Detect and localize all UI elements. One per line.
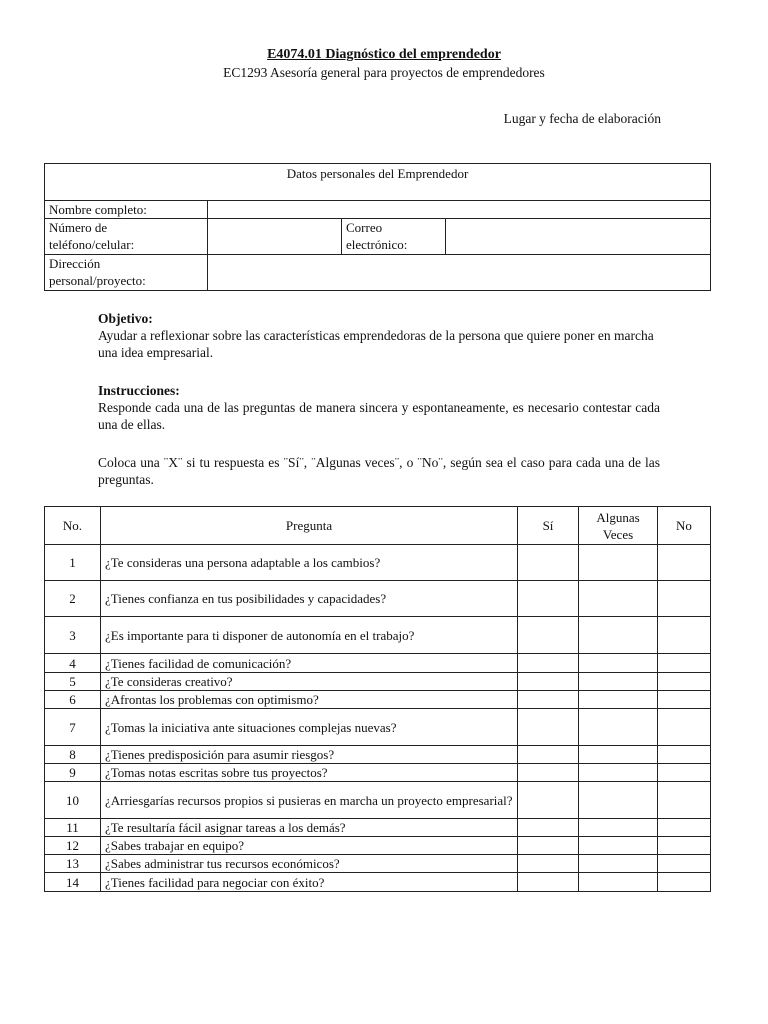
question-text: ¿Te consideras una persona adaptable a los cambios?	[101, 545, 518, 581]
address-label: Dirección personal/proyecto:	[45, 255, 208, 291]
questions-table	[44, 506, 711, 892]
question-number: 7	[45, 709, 101, 746]
question-text: ¿Tomas la iniciativa ante situaciones complejas nuevas?	[101, 709, 518, 746]
question-number: 11	[45, 819, 101, 837]
question-text: ¿Tienes facilidad para negociar con éxito?	[101, 873, 518, 892]
personal-data-table	[44, 163, 711, 291]
question-row	[45, 873, 711, 892]
objective-text: Ayudar a reflexionar sobre las características emprendedoras de la persona que quiere poner en marcha una idea empresarial.	[98, 328, 654, 360]
question-number: 1	[45, 545, 101, 581]
phone-field[interactable]	[208, 219, 342, 255]
answer-sometimes-cell[interactable]	[579, 581, 658, 617]
question-row	[45, 782, 711, 819]
answer-sometimes-cell[interactable]	[579, 617, 658, 654]
question-row	[45, 673, 711, 691]
column-header-sometimes: Algunas Veces	[579, 507, 658, 545]
answer-sometimes-cell[interactable]	[579, 545, 658, 581]
phone-label: Número de teléfono/celular:	[45, 219, 208, 255]
answer-sometimes-cell[interactable]	[579, 837, 658, 855]
question-text: ¿Tienes predisposición para asumir riesgos?	[101, 746, 518, 764]
address-field[interactable]	[208, 255, 711, 291]
instructions-text: Responde cada una de las preguntas de manera sincera y espontaneamente, es necesario contestar cada una de ellas.	[98, 400, 660, 432]
answer-no-cell[interactable]	[658, 837, 711, 855]
answer-no-cell[interactable]	[658, 673, 711, 691]
question-text: ¿Tienes facilidad de comunicación?	[101, 654, 518, 673]
answer-no-cell[interactable]	[658, 691, 711, 709]
answer-no-cell[interactable]	[658, 819, 711, 837]
answer-sometimes-cell[interactable]	[579, 673, 658, 691]
answer-sometimes-cell[interactable]	[579, 873, 658, 892]
column-header-no: No	[658, 507, 711, 545]
answer-sometimes-cell[interactable]	[579, 691, 658, 709]
question-number: 12	[45, 837, 101, 855]
instructions-mark-text: Coloca una ¨X¨ si tu respuesta es ¨Sí¨, ¨Algunas veces¨, o ¨No¨, según sea el caso para cada una de las preguntas.	[98, 455, 660, 487]
question-number: 10	[45, 782, 101, 819]
answer-sometimes-cell[interactable]	[579, 782, 658, 819]
objective-heading: Objetivo:	[98, 311, 153, 326]
question-text: ¿Te resultaría fácil asignar tareas a los demás?	[101, 819, 518, 837]
email-field[interactable]	[446, 219, 711, 255]
question-row	[45, 837, 711, 855]
answer-yes-cell[interactable]	[518, 746, 579, 764]
answer-yes-cell[interactable]	[518, 873, 579, 892]
question-row	[45, 654, 711, 673]
question-number: 13	[45, 855, 101, 873]
answer-no-cell[interactable]	[658, 764, 711, 782]
question-text: ¿Tienes confianza en tus posibilidades y capacidades?	[101, 581, 518, 617]
name-label: Nombre completo:	[45, 201, 208, 219]
answer-yes-cell[interactable]	[518, 782, 579, 819]
answer-sometimes-cell[interactable]	[579, 855, 658, 873]
column-header-question: Pregunta	[101, 507, 518, 545]
question-row	[45, 617, 711, 654]
question-number: 9	[45, 764, 101, 782]
name-field[interactable]	[208, 201, 711, 219]
answer-yes-cell[interactable]	[518, 545, 579, 581]
instructions-heading: Instrucciones:	[98, 383, 180, 398]
answer-yes-cell[interactable]	[518, 581, 579, 617]
question-number: 14	[45, 873, 101, 892]
question-number: 8	[45, 746, 101, 764]
answer-no-cell[interactable]	[658, 855, 711, 873]
instructions-section	[98, 382, 660, 433]
answer-sometimes-cell[interactable]	[579, 746, 658, 764]
personal-data-header: Datos personales del Emprendedor	[45, 164, 711, 201]
question-text: ¿Arriesgarías recursos propios si pusieras en marcha un proyecto empresarial?	[101, 782, 518, 819]
question-number: 6	[45, 691, 101, 709]
document-subtitle: EC1293 Asesoría general para proyectos de emprendedores	[223, 65, 545, 80]
answer-no-cell[interactable]	[658, 617, 711, 654]
question-number: 3	[45, 617, 101, 654]
answer-no-cell[interactable]	[658, 581, 711, 617]
question-text: ¿Sabes administrar tus recursos económicos?	[101, 855, 518, 873]
question-text: ¿Es importante para ti disponer de autonomía en el trabajo?	[101, 617, 518, 654]
document-title: E4074.01 Diagnóstico del emprendedor	[267, 47, 501, 62]
question-text: ¿Afrontas los problemas con optimismo?	[101, 691, 518, 709]
answer-sometimes-cell[interactable]	[579, 764, 658, 782]
place-date-label: Lugar y fecha de elaboración	[503, 111, 661, 126]
question-row	[45, 545, 711, 581]
question-row	[45, 581, 711, 617]
answer-no-cell[interactable]	[658, 746, 711, 764]
question-row	[45, 691, 711, 709]
email-label: Correo electrónico:	[342, 219, 446, 255]
answer-yes-cell[interactable]	[518, 709, 579, 746]
answer-no-cell[interactable]	[658, 709, 711, 746]
column-header-number: No.	[45, 507, 101, 545]
question-text: ¿Sabes trabajar en equipo?	[101, 837, 518, 855]
answer-no-cell[interactable]	[658, 545, 711, 581]
answer-yes-cell[interactable]	[518, 673, 579, 691]
answer-yes-cell[interactable]	[518, 691, 579, 709]
answer-no-cell[interactable]	[658, 782, 711, 819]
question-text: ¿Tomas notas escritas sobre tus proyectos?	[101, 764, 518, 782]
question-row	[45, 746, 711, 764]
answer-sometimes-cell[interactable]	[579, 654, 658, 673]
answer-yes-cell[interactable]	[518, 819, 579, 837]
answer-yes-cell[interactable]	[518, 617, 579, 654]
column-header-yes: Sí	[518, 507, 579, 545]
answer-yes-cell[interactable]	[518, 654, 579, 673]
answer-sometimes-cell[interactable]	[579, 819, 658, 837]
question-number: 5	[45, 673, 101, 691]
answer-no-cell[interactable]	[658, 873, 711, 892]
question-row	[45, 819, 711, 837]
question-number: 2	[45, 581, 101, 617]
question-row	[45, 855, 711, 873]
answer-yes-cell[interactable]	[518, 837, 579, 855]
question-text: ¿Te consideras creativo?	[101, 673, 518, 691]
question-row	[45, 709, 711, 746]
question-number: 4	[45, 654, 101, 673]
objective-section	[98, 310, 660, 361]
answer-yes-cell[interactable]	[518, 855, 579, 873]
answer-yes-cell[interactable]	[518, 764, 579, 782]
answer-sometimes-cell[interactable]	[579, 709, 658, 746]
question-row	[45, 764, 711, 782]
answer-no-cell[interactable]	[658, 654, 711, 673]
